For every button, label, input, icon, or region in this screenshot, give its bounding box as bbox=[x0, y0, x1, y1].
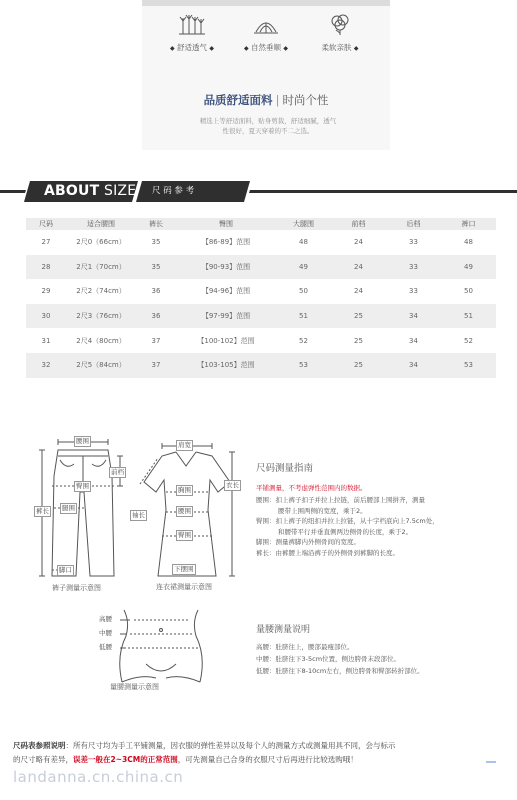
table-cell: 2尺5（84cm） bbox=[66, 353, 136, 378]
table-cell: 34 bbox=[409, 336, 418, 345]
guide-warning: 平铺测量，不考虑弹性范围内的数据。 bbox=[256, 484, 367, 492]
table-cell: 33 bbox=[386, 255, 441, 280]
guide-line: 臀围：扣上裤子的纽扣并拉上拉链，从十字档底向上7.5cm处， bbox=[256, 517, 439, 525]
table-cell: 36 bbox=[151, 287, 161, 296]
dress-diagram-caption: 连衣裙测量示意图 bbox=[156, 583, 212, 591]
feature-label: 自然垂顺 bbox=[251, 43, 281, 52]
pants-length-tag: 裤长 bbox=[36, 507, 49, 515]
dress-waist-tag: 腰围 bbox=[178, 507, 191, 515]
table-row bbox=[26, 279, 496, 304]
table-cell: 49 bbox=[441, 255, 496, 280]
waist-guide-line: 低腰：肚脐往下8-10cm左右，侧边胯骨和臀部转折部位。 bbox=[256, 667, 424, 675]
dress-bust-tag: 胸围 bbox=[178, 486, 191, 494]
size-banner bbox=[0, 181, 517, 202]
table-cell: 【97-99】范围 bbox=[176, 304, 276, 329]
table-row bbox=[26, 255, 496, 280]
drape-icon bbox=[252, 12, 280, 36]
waist-diagram bbox=[96, 608, 226, 698]
pants-front-rise-tag: 前档 bbox=[111, 468, 124, 476]
pants-diagram-caption: 裤子测量示意图 bbox=[52, 584, 101, 592]
table-cell: 52 bbox=[464, 336, 473, 345]
size-note-line1 bbox=[13, 740, 508, 751]
table-cell: 49 bbox=[276, 255, 331, 280]
table-cell: 【94-96】范围 bbox=[201, 287, 251, 296]
desc-line: 性很好，夏天穿着的不二之选。 bbox=[222, 127, 314, 135]
column-header: 裤口 bbox=[441, 218, 496, 230]
waist-mid-label: 中腰 bbox=[99, 629, 112, 637]
dress-hip-tag: 臀围 bbox=[178, 531, 191, 539]
feature-breathable: ◆ 舒适透气 ◆ bbox=[156, 12, 228, 53]
table-cell: 34 bbox=[386, 304, 441, 329]
dress-length-tag: 衣长 bbox=[226, 481, 239, 489]
pants-thigh-tag: 腿围 bbox=[62, 504, 75, 512]
table-cell: 2尺1（70cm） bbox=[66, 255, 136, 280]
size-table bbox=[26, 218, 496, 378]
waist-diagram-caption: 量腰测量示意图 bbox=[110, 683, 159, 691]
table-cell: 31 bbox=[41, 336, 51, 345]
heading-separator: | bbox=[275, 93, 280, 107]
size-note-text: ：所有尺寸均为手工平铺测量，因衣服的弹性差异以及每个人的测量方式或测量用具不同，会与标示 bbox=[65, 741, 396, 750]
pants-waist-tag: 腰围 bbox=[76, 437, 89, 445]
table-cell: 2尺2（74cm） bbox=[76, 287, 126, 296]
cotton-icon bbox=[326, 12, 354, 36]
table-cell: 2尺4（80cm） bbox=[76, 336, 126, 345]
waist-guide-line: 高腰：肚脐往上，腰部最瘦部位。 bbox=[256, 643, 354, 651]
table-cell: 28 bbox=[26, 255, 66, 280]
column-header: 后档 bbox=[386, 218, 441, 230]
column-header: 臀围 bbox=[176, 218, 276, 230]
fabric-feature-card bbox=[142, 0, 390, 150]
fabric-heading bbox=[142, 92, 390, 108]
measurement-guide bbox=[256, 460, 506, 558]
pants-diagram bbox=[30, 436, 140, 596]
table-cell: 33 bbox=[409, 238, 418, 247]
guide-line: 脚围：测量裤脚内外侧骨间的宽度。 bbox=[256, 538, 360, 546]
size-note-text: 的尺寸略有差异， bbox=[13, 755, 73, 764]
banner-title-bold: ABOUT bbox=[44, 183, 100, 199]
table-cell: 51 bbox=[276, 304, 331, 329]
table-cell: 50 bbox=[464, 287, 473, 296]
column-header: 尺码 bbox=[26, 218, 66, 230]
table-cell: 【100-102】范围 bbox=[197, 336, 255, 345]
table-cell: 36 bbox=[136, 304, 176, 329]
guide-line: 腰围：扣上裤子扣子并拉上拉链，前后腰部上围拼齐，测量 bbox=[256, 496, 425, 504]
table-cell: 25 bbox=[354, 336, 363, 345]
card-top-border bbox=[142, 0, 390, 6]
table-cell: 48 bbox=[464, 238, 473, 247]
table-cell: 2尺3（76cm） bbox=[66, 304, 136, 329]
table-cell: 25 bbox=[331, 304, 386, 329]
table-row bbox=[26, 328, 496, 353]
table-cell: 48 bbox=[299, 238, 308, 247]
heading-sub: 时尚个性 bbox=[282, 93, 329, 107]
size-table-body bbox=[26, 230, 496, 378]
dress-shoulder-tag: 肩宽 bbox=[178, 441, 191, 449]
banner-subtitle: 尺 码 参 考 bbox=[152, 186, 195, 196]
table-cell: 2尺0（66cm） bbox=[76, 238, 126, 247]
table-cell: 24 bbox=[354, 287, 363, 296]
waist-guide-line: 中腰：肚脐往下3-5cm位置，侧边胯骨末段部位。 bbox=[256, 655, 401, 663]
guide-title: 尺码测量指南 bbox=[256, 463, 314, 474]
waist-illustration bbox=[96, 608, 226, 686]
dress-hem-tag: 下摆围 bbox=[174, 565, 194, 573]
banner-title-light: SIZE bbox=[103, 183, 137, 199]
column-header: 大腿围 bbox=[276, 218, 331, 230]
pants-hip-tag: 臀围 bbox=[76, 482, 89, 490]
table-cell: 30 bbox=[26, 304, 66, 329]
table-cell: 53 bbox=[276, 353, 331, 378]
column-header: 裤长 bbox=[136, 218, 176, 230]
table-cell: 24 bbox=[354, 238, 363, 247]
feature-soft: 柔软亲肤 ◆ bbox=[304, 12, 376, 53]
table-cell: 24 bbox=[331, 255, 386, 280]
table-cell: 33 bbox=[409, 287, 418, 296]
waist-high-label: 高腰 bbox=[99, 615, 112, 623]
feature-row bbox=[142, 12, 390, 62]
guide-line: 腰带上围两侧的宽度，乘于2。 bbox=[278, 506, 367, 515]
waist-guide-title: 量腰测量说明 bbox=[256, 625, 311, 635]
guide-line: 裤长：由裤腰上端沿裤子的外侧骨到裤脚的长度。 bbox=[256, 548, 399, 557]
size-note-label: 尺码表参照说明 bbox=[13, 741, 66, 750]
banner-title bbox=[44, 181, 136, 202]
table-cell: 34 bbox=[386, 353, 441, 378]
table-cell: 52 bbox=[299, 336, 308, 345]
column-header: 前档 bbox=[331, 218, 386, 230]
heading-main: 品质舒适面料 bbox=[203, 93, 273, 107]
table-row bbox=[26, 304, 496, 329]
table-row bbox=[26, 230, 496, 255]
table-cell: 【86-89】范围 bbox=[201, 238, 251, 247]
dress-sleeve-tag: 袖长 bbox=[132, 511, 145, 519]
table-cell: 50 bbox=[299, 287, 308, 296]
desc-line: 精选上等舒适面料，贴身剪裁，舒适细腻，透气 bbox=[199, 117, 337, 125]
dress-diagram bbox=[128, 440, 248, 596]
size-note-highlight: 误差一般在2~3CM的正常范围 bbox=[73, 755, 178, 764]
watermark: landanna.cn.china.cn bbox=[13, 768, 184, 786]
table-cell: 53 bbox=[441, 353, 496, 378]
pants-hem-tag: 脚口 bbox=[59, 566, 72, 574]
table-cell: 25 bbox=[331, 353, 386, 378]
table-row bbox=[26, 353, 496, 378]
watermark-bar bbox=[486, 761, 496, 763]
guide-line: 和腰带平行并垂直侧两边侧骨的长度，乘于2。 bbox=[278, 527, 413, 536]
size-note-text: ，可先测量自己合身的衣服尺寸后再进行比较选购哦！ bbox=[177, 755, 358, 764]
table-cell: 35 bbox=[136, 255, 176, 280]
waist-low-label: 低腰 bbox=[99, 643, 112, 651]
table-cell: 29 bbox=[41, 287, 51, 296]
grass-icon bbox=[178, 12, 206, 36]
table-header-row bbox=[26, 218, 496, 230]
table-cell: 27 bbox=[41, 238, 51, 247]
size-note-line2 bbox=[13, 754, 508, 765]
feature-drape: ◆ 自然垂顺 ◆ bbox=[230, 12, 302, 53]
table-cell: 35 bbox=[151, 238, 161, 247]
table-cell: 37 bbox=[151, 336, 161, 345]
table-cell: 【103-105】范围 bbox=[176, 353, 276, 378]
feature-label: 柔软亲肤 bbox=[321, 43, 352, 52]
table-cell: 51 bbox=[441, 304, 496, 329]
feature-label: 舒适透气 bbox=[177, 43, 207, 52]
table-cell: 32 bbox=[26, 353, 66, 378]
table-cell: 37 bbox=[136, 353, 176, 378]
fabric-description bbox=[172, 116, 364, 136]
table-cell: 【90-93】范围 bbox=[176, 255, 276, 280]
column-header: 适合腰围 bbox=[66, 218, 136, 230]
